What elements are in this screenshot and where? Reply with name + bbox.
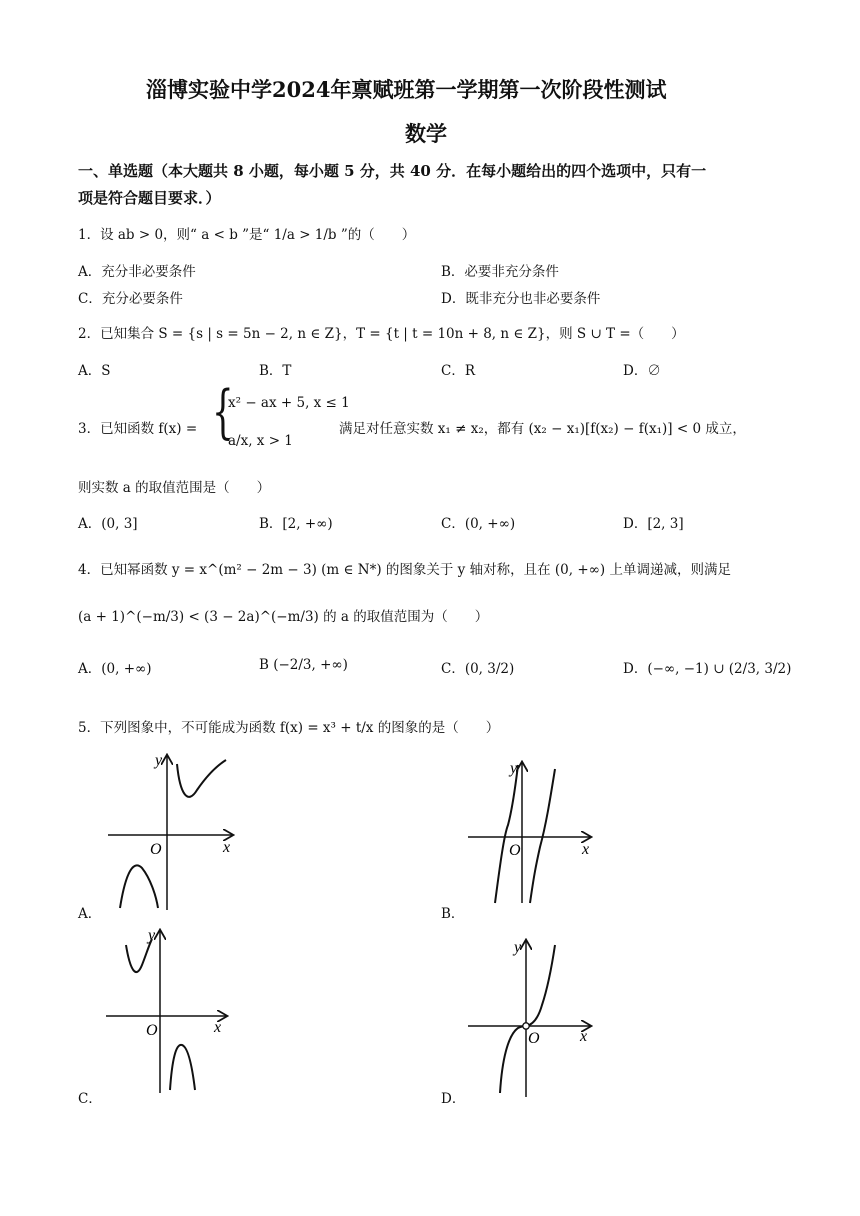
question-4-stem-line1: 4．已知幂函数 y = x^(m² − 2m − 3) (m ∈ N*) 的图象关于 y 轴对称，且在 (0, +∞) 上单调递减，则满足	[78, 562, 731, 578]
curve-left-branch	[495, 765, 518, 903]
q1-option-b: B．必要非充分条件	[441, 264, 559, 280]
q2-option-d: D．∅	[623, 363, 661, 379]
q5-label-b: B．	[441, 906, 465, 922]
q3-option-c: C．(0, +∞)	[441, 516, 516, 532]
exam-title: 淄博实验中学2024年禀赋班第一学期第一次阶段性测试	[146, 77, 667, 102]
q3-option-b: B．[2, +∞)	[259, 516, 333, 532]
question-4-stem-line2: (a + 1)^(−m/3) < (3 − 2a)^(−m/3) 的 a 的取值范围为（ ）	[78, 609, 489, 625]
question-2-stem: 2．已知集合 S = {s | s = 5n − 2, n ∈ Z}，T = {t | t = 10n + 8, n ∈ Z}，则 S ∪ T =（ ）	[78, 326, 685, 342]
q2-option-a: A．S	[78, 363, 111, 379]
x-axis-label: x	[580, 1028, 588, 1045]
x-axis-label: x	[214, 1019, 222, 1036]
q2-option-b: B．T	[259, 363, 292, 379]
q4-option-a: A．(0, +∞)	[78, 661, 152, 677]
curve-left-branch	[120, 865, 158, 908]
open-point	[523, 1023, 529, 1029]
question-3-stem-right: 满足对任意实数 x₁ ≠ x₂，都有 (x₂ − x₁)[f(x₂) − f(x₁)] < 0 成立，	[339, 421, 746, 437]
origin-label: O	[146, 1022, 158, 1039]
curve-right-branch	[170, 1045, 195, 1090]
q1-option-a: A．充分非必要条件	[78, 264, 196, 280]
q3-option-d: D．[2, 3]	[623, 516, 684, 532]
q3-option-a: A．(0, 3]	[78, 516, 138, 532]
q5-label-d: D．	[441, 1091, 466, 1107]
section-heading-line2: 项是符合题目要求．）	[78, 189, 221, 207]
q4-option-b: B (−2/3, +∞)	[259, 657, 348, 673]
question-1-stem: 1．设 ab > 0，则“ a < b ”是“ 1/a > 1/b ”的（ ）	[78, 227, 416, 243]
q4-option-d: D．(−∞, −1) ∪ (2/3, 3/2)	[623, 661, 792, 677]
q4-option-c: C．(0, 3/2)	[441, 661, 515, 677]
q5-label-c: C．	[78, 1091, 102, 1107]
origin-label: O	[150, 841, 162, 858]
q1-option-c: C．充分必要条件	[78, 291, 183, 307]
graph-b	[462, 755, 602, 905]
q2-option-c: C．R	[441, 363, 475, 379]
question-3-stem-line2: 则实数 a 的取值范围是（ ）	[78, 480, 271, 496]
section-heading-line1: 一、单选题（本大题共 8 小题，每小题 5 分，共 40 分．在每小题给出的四个选项中，只有一	[78, 162, 707, 180]
graph-c	[100, 925, 235, 1095]
curve	[500, 945, 555, 1093]
q1-option-d: D．既非充分也非必要条件	[441, 291, 601, 307]
origin-label: O	[509, 842, 521, 859]
x-axis-label: x	[582, 841, 590, 858]
x-axis-label: x	[223, 839, 231, 856]
graph-d	[462, 935, 602, 1100]
subject-title: 数学	[405, 121, 447, 146]
y-axis-label: y	[514, 939, 522, 956]
curve-right-branch	[177, 760, 226, 797]
y-axis-label: y	[155, 752, 163, 769]
curve-right-branch	[530, 769, 555, 903]
piecewise-brace: {	[212, 378, 234, 447]
graph-a	[100, 750, 245, 915]
y-axis-label: y	[510, 760, 518, 777]
q5-label-a: A．	[78, 906, 102, 922]
origin-label: O	[528, 1030, 540, 1047]
y-axis-label: y	[148, 927, 156, 944]
piecewise-case-1: x² − ax + 5, x ≤ 1	[228, 395, 350, 411]
question-3-stem-left: 3．已知函数 f(x) =	[78, 421, 198, 437]
question-5-stem: 5．下列图象中，不可能成为函数 f(x) = x³ + t/x 的图象的是（ ）	[78, 720, 500, 736]
piecewise-case-2: a/x, x > 1	[228, 433, 293, 449]
